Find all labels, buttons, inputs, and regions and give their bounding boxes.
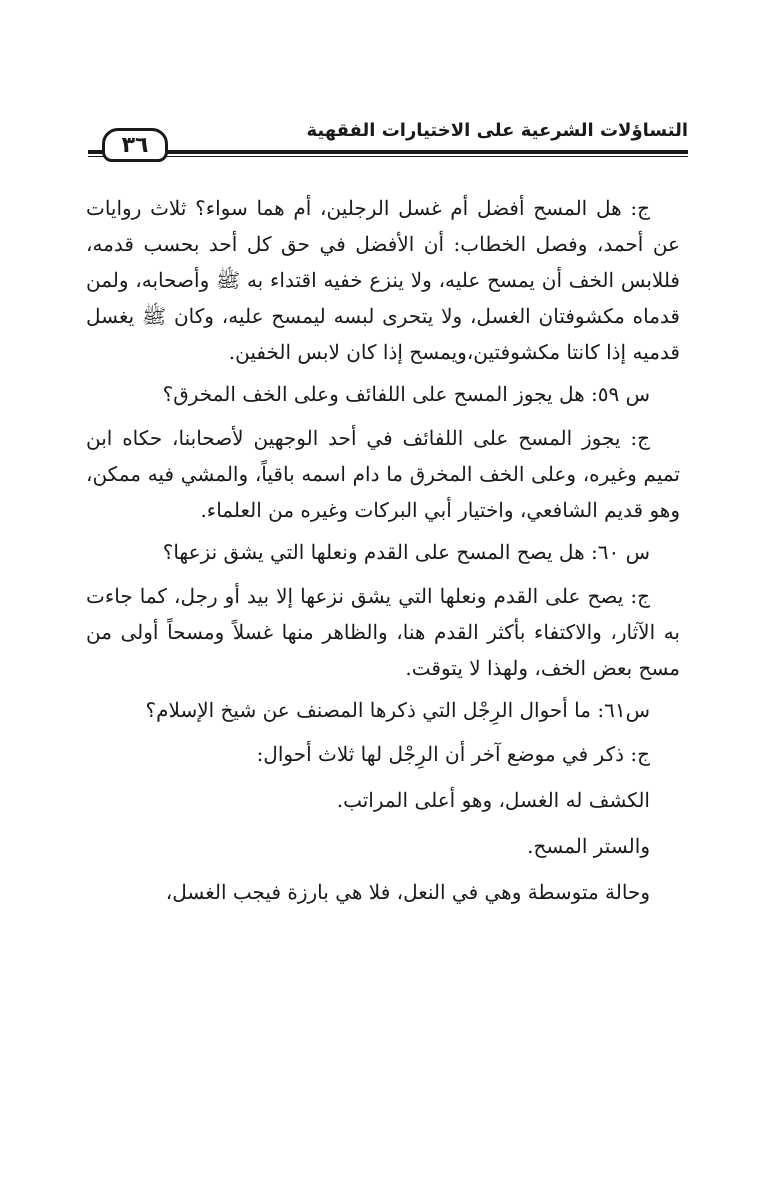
answer-line: ج: ذكر في موضع آخر أن الرِجْل لها ثلاث أحوال: (256, 742, 650, 766)
header-rule (88, 150, 688, 157)
answer-paragraph: ج: هل المسح أفضل أم غسل الرجلين، أم هما سواء؟ ثلاث روايات عن أحمد، وفصل الخطاب: أن الأفضل في حق كل أحد بحسب قدمه، فللابس الخف أن يمسح عليه، ولا ينزع خفيه اقتداء به ﷺ وأصحابه، ولمن قدماه مكشوفتان الغسل، ولا يتحرى لبسه ليمسح عليه، وكان ﷺ يغسل قدميه إذا كانتا مكشوفتين،ويمسح إذا كان لابس الخفين. (86, 196, 680, 364)
list-line: الكشف له الغسل، وهو أعلى المراتب. (336, 788, 650, 812)
question-paragraph: س٦١: ما أحوال الرِجْل التي ذكرها المصنف عن شيخ الإسلام؟ (145, 698, 650, 722)
list-line: والستر المسح. (527, 834, 650, 858)
page-content (86, 190, 680, 916)
page-number: ٣٦ (102, 128, 168, 162)
answer-paragraph: وحالة متوسطة وهي في النعل، فلا هي بارزة فيجب الغسل، (165, 880, 650, 904)
page-header (88, 110, 688, 170)
question-paragraph: س ٥٩: هل يجوز المسح على اللفائف وعلى الخف المخرق؟ (162, 382, 650, 406)
running-title: التساؤلات الشرعية على الاختيارات الفقهية (306, 120, 688, 141)
answer-paragraph: ج: يجوز المسح على اللفائف في أحد الوجهين لأصحابنا، حكاه ابن تميم وغيره، وعلى الخف المخرق ما دام اسمه باقياً، والمشي فيه ممكن، وهو قديم الشافعي، واختيار أبي البركات وغيره من العلماء. (86, 426, 680, 522)
answer-paragraph: ج: يصح على القدم ونعلها التي يشق نزعها إلا بيد أو رجل، كما جاءت به الآثار، والاكتفاء بأكثر القدم هنا، والظاهر منها غسلاً ومسحاً أولى من مسح بعض الخف، ولهذا لا يتوقت. (86, 584, 680, 680)
question-paragraph: س ٦٠: هل يصح المسح على القدم ونعلها التي يشق نزعها؟ (162, 540, 650, 564)
